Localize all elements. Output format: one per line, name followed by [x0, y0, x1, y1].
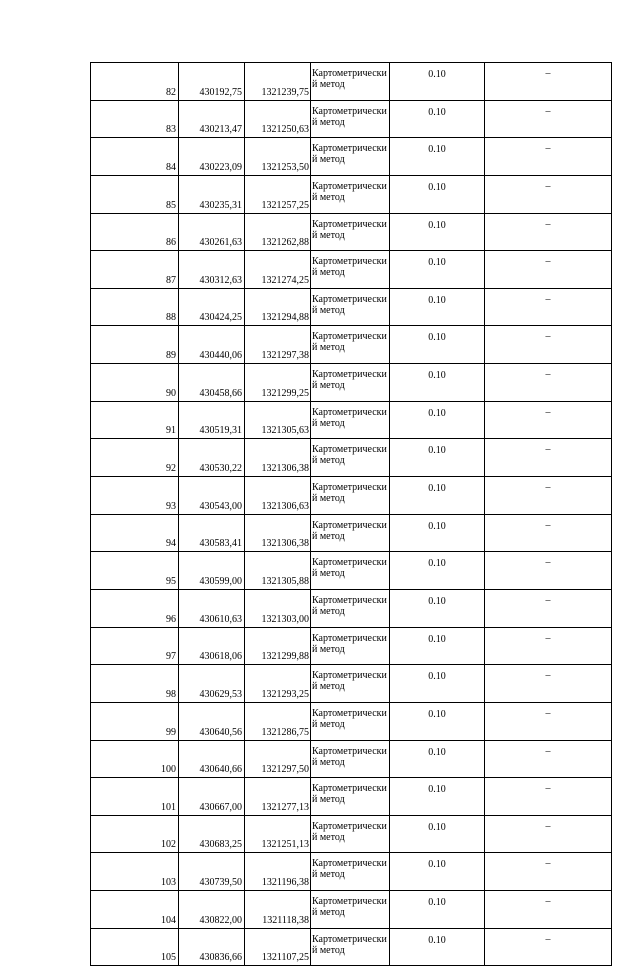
x-coordinate-cell: 430223,09 [179, 138, 245, 176]
y-coordinate-cell: 1321293,25 [245, 665, 311, 703]
description-cell: – [485, 364, 612, 402]
table-row [91, 63, 612, 101]
point-number-cell: 104 [91, 891, 179, 929]
table-row [91, 589, 612, 627]
table-row [91, 175, 612, 213]
x-coordinate-cell: 430235,31 [179, 175, 245, 213]
point-number-cell: 102 [91, 815, 179, 853]
table-row [91, 928, 612, 966]
description-cell: – [485, 288, 612, 326]
y-coordinate-cell: 1321306,38 [245, 514, 311, 552]
method-cell: Картометрический метод [311, 213, 390, 251]
x-coordinate-cell: 430213,47 [179, 100, 245, 138]
y-coordinate-cell: 1321107,25 [245, 928, 311, 966]
accuracy-cell: 0.10 [390, 589, 485, 627]
y-coordinate-cell: 1321253,50 [245, 138, 311, 176]
accuracy-cell: 0.10 [390, 326, 485, 364]
y-coordinate-cell: 1321277,13 [245, 778, 311, 816]
description-cell: – [485, 326, 612, 364]
point-number-cell: 101 [91, 778, 179, 816]
method-cell: Картометрический метод [311, 702, 390, 740]
y-coordinate-cell: 1321294,88 [245, 288, 311, 326]
point-number-cell: 90 [91, 364, 179, 402]
description-cell: – [485, 552, 612, 590]
method-cell: Картометрический метод [311, 439, 390, 477]
y-coordinate-cell: 1321239,75 [245, 63, 311, 101]
description-cell: – [485, 928, 612, 966]
point-number-cell: 87 [91, 251, 179, 289]
point-number-cell: 89 [91, 326, 179, 364]
y-coordinate-cell: 1321251,13 [245, 815, 311, 853]
y-coordinate-cell: 1321250,63 [245, 100, 311, 138]
y-coordinate-cell: 1321299,25 [245, 364, 311, 402]
accuracy-cell: 0.10 [390, 477, 485, 515]
y-coordinate-cell: 1321274,25 [245, 251, 311, 289]
table-row [91, 439, 612, 477]
table-row [91, 552, 612, 590]
description-cell: – [485, 401, 612, 439]
accuracy-cell: 0.10 [390, 815, 485, 853]
method-cell: Картометрический метод [311, 740, 390, 778]
method-cell: Картометрический метод [311, 665, 390, 703]
table-row [91, 138, 612, 176]
point-number-cell: 85 [91, 175, 179, 213]
table-row [91, 740, 612, 778]
point-number-cell: 84 [91, 138, 179, 176]
method-cell: Картометрический метод [311, 514, 390, 552]
coordinates-table [90, 62, 612, 966]
description-cell: – [485, 477, 612, 515]
y-coordinate-cell: 1321305,88 [245, 552, 311, 590]
y-coordinate-cell: 1321286,75 [245, 702, 311, 740]
table-row [91, 815, 612, 853]
x-coordinate-cell: 430610,63 [179, 589, 245, 627]
method-cell: Картометрический метод [311, 477, 390, 515]
x-coordinate-cell: 430599,00 [179, 552, 245, 590]
point-number-cell: 94 [91, 514, 179, 552]
x-coordinate-cell: 430424,25 [179, 288, 245, 326]
table-row [91, 288, 612, 326]
table-row [91, 891, 612, 929]
point-number-cell: 82 [91, 63, 179, 101]
point-number-cell: 97 [91, 627, 179, 665]
description-cell: – [485, 853, 612, 891]
accuracy-cell: 0.10 [390, 175, 485, 213]
description-cell: – [485, 138, 612, 176]
y-coordinate-cell: 1321306,63 [245, 477, 311, 515]
method-cell: Картометрический метод [311, 627, 390, 665]
x-coordinate-cell: 430618,06 [179, 627, 245, 665]
description-cell: – [485, 627, 612, 665]
y-coordinate-cell: 1321297,50 [245, 740, 311, 778]
y-coordinate-cell: 1321306,38 [245, 439, 311, 477]
accuracy-cell: 0.10 [390, 928, 485, 966]
accuracy-cell: 0.10 [390, 364, 485, 402]
x-coordinate-cell: 430312,63 [179, 251, 245, 289]
table-row [91, 853, 612, 891]
table-row [91, 702, 612, 740]
x-coordinate-cell: 430822,00 [179, 891, 245, 929]
table-row [91, 477, 612, 515]
point-number-cell: 88 [91, 288, 179, 326]
accuracy-cell: 0.10 [390, 627, 485, 665]
table-row [91, 251, 612, 289]
accuracy-cell: 0.10 [390, 439, 485, 477]
method-cell: Картометрический метод [311, 778, 390, 816]
method-cell: Картометрический метод [311, 63, 390, 101]
coordinates-table-body [91, 63, 612, 966]
x-coordinate-cell: 430836,66 [179, 928, 245, 966]
method-cell: Картометрический метод [311, 326, 390, 364]
y-coordinate-cell: 1321257,25 [245, 175, 311, 213]
method-cell: Картометрический метод [311, 853, 390, 891]
x-coordinate-cell: 430440,06 [179, 326, 245, 364]
x-coordinate-cell: 430543,00 [179, 477, 245, 515]
table-row [91, 364, 612, 402]
description-cell: – [485, 891, 612, 929]
accuracy-cell: 0.10 [390, 891, 485, 929]
description-cell: – [485, 213, 612, 251]
method-cell: Картометрический метод [311, 288, 390, 326]
point-number-cell: 83 [91, 100, 179, 138]
method-cell: Картометрический метод [311, 891, 390, 929]
accuracy-cell: 0.10 [390, 740, 485, 778]
point-number-cell: 95 [91, 552, 179, 590]
description-cell: – [485, 589, 612, 627]
table-row [91, 100, 612, 138]
accuracy-cell: 0.10 [390, 100, 485, 138]
table-row [91, 213, 612, 251]
method-cell: Картометрический метод [311, 138, 390, 176]
table-row [91, 514, 612, 552]
point-number-cell: 93 [91, 477, 179, 515]
table-row [91, 778, 612, 816]
x-coordinate-cell: 430530,22 [179, 439, 245, 477]
method-cell: Картометрический метод [311, 552, 390, 590]
x-coordinate-cell: 430640,66 [179, 740, 245, 778]
accuracy-cell: 0.10 [390, 853, 485, 891]
method-cell: Картометрический метод [311, 401, 390, 439]
accuracy-cell: 0.10 [390, 552, 485, 590]
accuracy-cell: 0.10 [390, 778, 485, 816]
y-coordinate-cell: 1321299,88 [245, 627, 311, 665]
method-cell: Картометрический метод [311, 589, 390, 627]
description-cell: – [485, 514, 612, 552]
accuracy-cell: 0.10 [390, 665, 485, 703]
description-cell: – [485, 702, 612, 740]
table-row [91, 627, 612, 665]
point-number-cell: 103 [91, 853, 179, 891]
point-number-cell: 98 [91, 665, 179, 703]
description-cell: – [485, 439, 612, 477]
description-cell: – [485, 175, 612, 213]
description-cell: – [485, 251, 612, 289]
point-number-cell: 92 [91, 439, 179, 477]
y-coordinate-cell: 1321303,00 [245, 589, 311, 627]
point-number-cell: 99 [91, 702, 179, 740]
y-coordinate-cell: 1321262,88 [245, 213, 311, 251]
description-cell: – [485, 778, 612, 816]
table-row [91, 665, 612, 703]
point-number-cell: 96 [91, 589, 179, 627]
y-coordinate-cell: 1321305,63 [245, 401, 311, 439]
point-number-cell: 86 [91, 213, 179, 251]
x-coordinate-cell: 430192,75 [179, 63, 245, 101]
table-row [91, 326, 612, 364]
point-number-cell: 100 [91, 740, 179, 778]
method-cell: Картометрический метод [311, 928, 390, 966]
method-cell: Картометрический метод [311, 175, 390, 213]
accuracy-cell: 0.10 [390, 702, 485, 740]
method-cell: Картометрический метод [311, 251, 390, 289]
accuracy-cell: 0.10 [390, 401, 485, 439]
description-cell: – [485, 63, 612, 101]
x-coordinate-cell: 430683,25 [179, 815, 245, 853]
x-coordinate-cell: 430583,41 [179, 514, 245, 552]
accuracy-cell: 0.10 [390, 288, 485, 326]
accuracy-cell: 0.10 [390, 251, 485, 289]
description-cell: – [485, 815, 612, 853]
accuracy-cell: 0.10 [390, 514, 485, 552]
x-coordinate-cell: 430261,63 [179, 213, 245, 251]
accuracy-cell: 0.10 [390, 213, 485, 251]
accuracy-cell: 0.10 [390, 63, 485, 101]
method-cell: Картометрический метод [311, 100, 390, 138]
y-coordinate-cell: 1321297,38 [245, 326, 311, 364]
description-cell: – [485, 100, 612, 138]
x-coordinate-cell: 430739,50 [179, 853, 245, 891]
table-row [91, 401, 612, 439]
method-cell: Картометрический метод [311, 364, 390, 402]
point-number-cell: 91 [91, 401, 179, 439]
y-coordinate-cell: 1321118,38 [245, 891, 311, 929]
x-coordinate-cell: 430519,31 [179, 401, 245, 439]
x-coordinate-cell: 430667,00 [179, 778, 245, 816]
x-coordinate-cell: 430640,56 [179, 702, 245, 740]
point-number-cell: 105 [91, 928, 179, 966]
x-coordinate-cell: 430458,66 [179, 364, 245, 402]
description-cell: – [485, 665, 612, 703]
description-cell: – [485, 740, 612, 778]
method-cell: Картометрический метод [311, 815, 390, 853]
y-coordinate-cell: 1321196,38 [245, 853, 311, 891]
accuracy-cell: 0.10 [390, 138, 485, 176]
x-coordinate-cell: 430629,53 [179, 665, 245, 703]
